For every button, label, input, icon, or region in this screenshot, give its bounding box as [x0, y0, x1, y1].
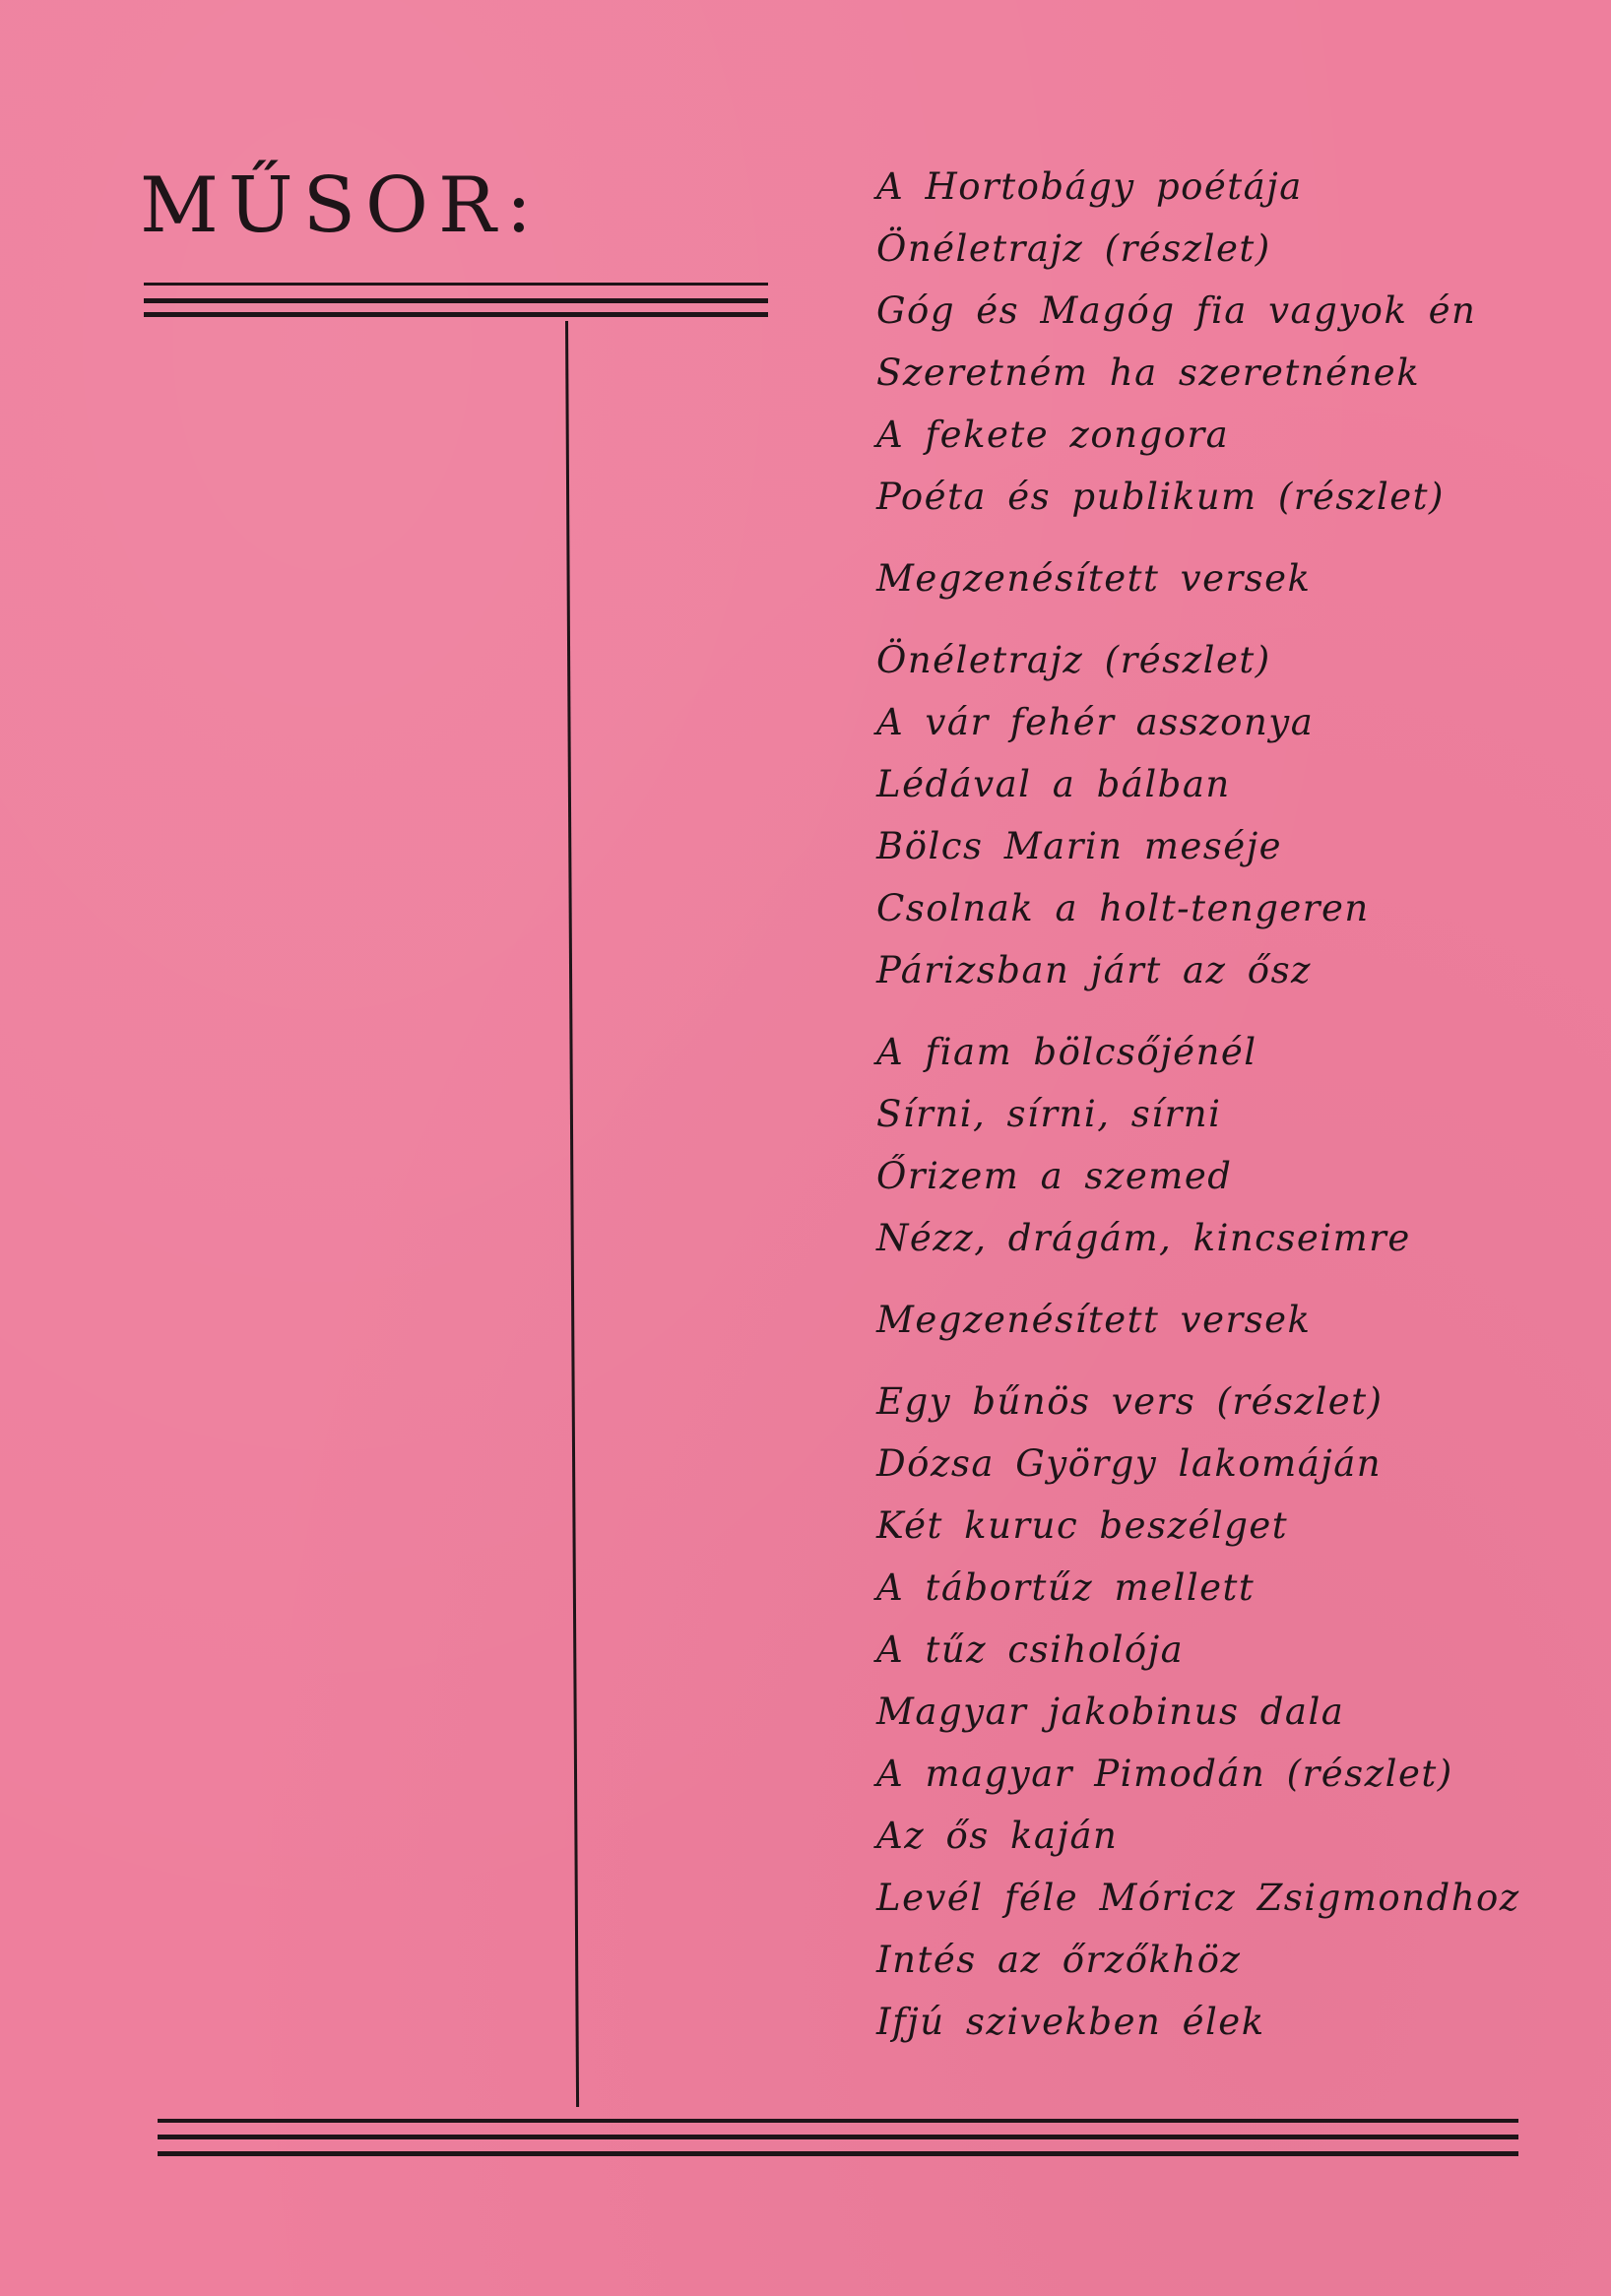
program-group [876, 1289, 1585, 1351]
program-item: A Hortobágy poétája [876, 165, 1303, 208]
program-item: Megzenésített versek [876, 1299, 1312, 1341]
program-item: Csolnak a holt-tengeren [876, 887, 1370, 929]
program-item: Bölcs Marin meséje [876, 825, 1283, 867]
program-group [876, 1021, 1585, 1269]
program-group [876, 156, 1585, 528]
program-item: Nézz, drágám, kincseimre [876, 1217, 1411, 1259]
header-rule-thick [144, 298, 768, 303]
program-item: A vár fehér asszonya [876, 701, 1315, 743]
program-item: Egy bűnös vers (részlet) [876, 1380, 1384, 1423]
group-spacer [876, 1269, 1585, 1289]
program-item: A magyar Pimodán (részlet) [876, 1753, 1453, 1795]
program-item: Lédával a bálban [876, 763, 1231, 805]
program-item: Poéta és publikum (részlet) [876, 476, 1445, 518]
group-spacer [876, 528, 1585, 547]
program-group [876, 1371, 1585, 2053]
program-item: Az ős kaján [876, 1815, 1119, 1857]
program-item: A tűz csiholója [876, 1628, 1185, 1671]
program-item: Önéletrajz (részlet) [876, 227, 1271, 270]
program-item: Őrizem a szemed [876, 1155, 1233, 1197]
program-item: A tábortűz mellett [876, 1566, 1256, 1609]
program-item: Két kuruc beszélget [876, 1504, 1289, 1547]
program-item: Levél féle Móricz Zsigmondhoz [876, 1877, 1520, 1919]
program-item: Megzenésített versek [876, 557, 1312, 600]
program-group [876, 629, 1585, 1001]
footer-rule-thick [158, 2151, 1518, 2156]
program-group [876, 547, 1585, 609]
header-rule-thin [144, 283, 768, 286]
footer-rule-thin [158, 2119, 1518, 2123]
program-item: Szeretném ha szeretnének [876, 351, 1421, 394]
page-title: MŰSOR: [140, 161, 542, 250]
group-spacer [876, 1001, 1585, 1021]
program-item: Intés az őrzőkhöz [876, 1939, 1242, 1981]
program-item: Góg és Magóg fia vagyok én [876, 289, 1477, 332]
group-spacer [876, 1351, 1585, 1371]
program-item: Dózsa György lakomáján [876, 1442, 1383, 1485]
program-item: Sírni, sírni, sírni [876, 1093, 1222, 1135]
program-item: A fekete zongora [876, 414, 1230, 456]
program-item: Ifjú szivekben élek [876, 2001, 1265, 2043]
group-spacer [876, 609, 1585, 629]
program-list [876, 156, 1585, 2053]
footer-rule-thick [158, 2135, 1518, 2139]
program-item: Párizsban járt az ősz [876, 949, 1313, 991]
program-item: Magyar jakobinus dala [876, 1690, 1345, 1733]
program-item: Önéletrajz (részlet) [876, 639, 1271, 681]
header-rule-thick [144, 312, 768, 317]
program-item: A fiam bölcsőjénél [876, 1031, 1257, 1073]
